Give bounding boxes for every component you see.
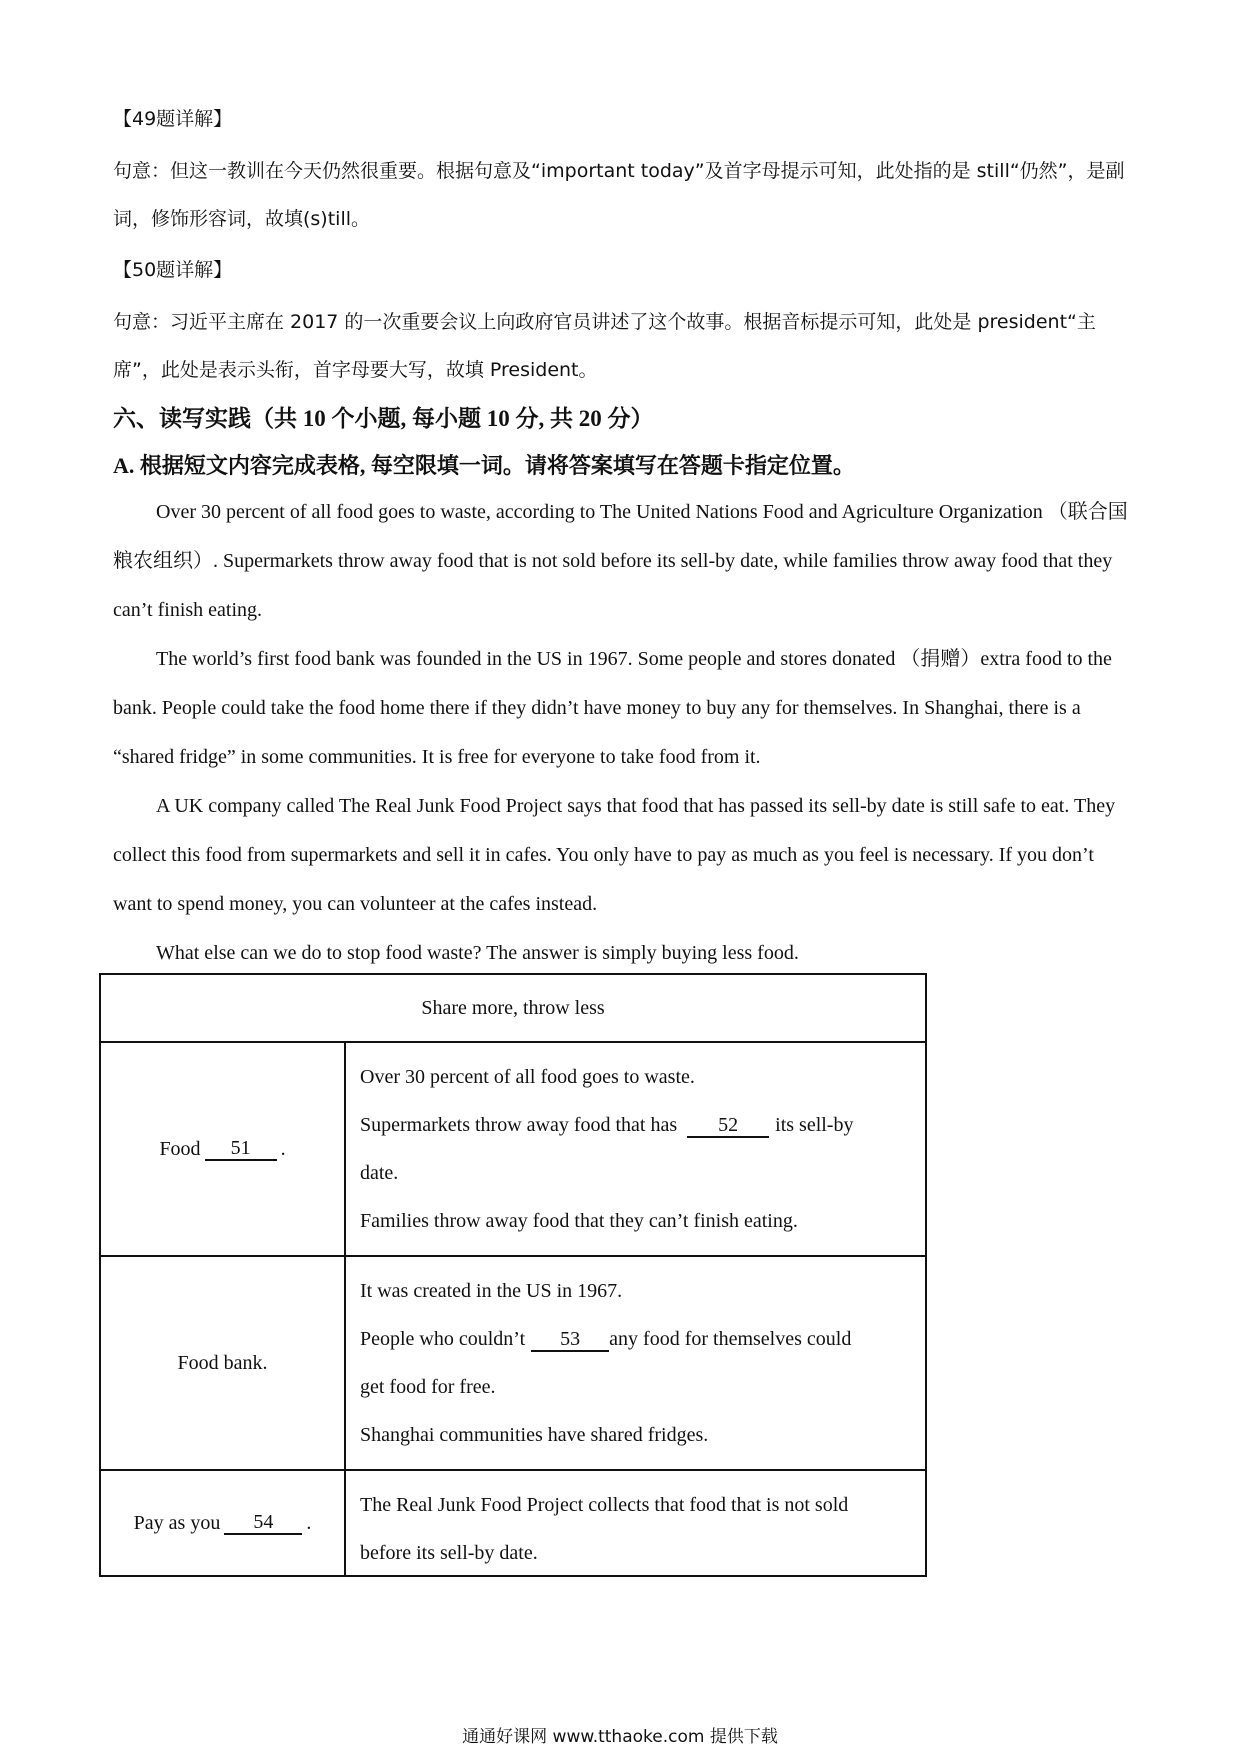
label-text: Pay as you — [133, 1511, 221, 1534]
line-text: its sell-by — [775, 1114, 854, 1136]
answer-blank-53[interactable]: 53 — [531, 1328, 609, 1352]
table-row-content — [346, 1043, 925, 1255]
line-text: Supermarkets throw away food that has — [360, 1114, 678, 1136]
instruction: A. 根据短文内容完成表格, 每空限填一词。请将答案填写在答题卡指定位置。 — [113, 453, 855, 478]
answer-blank-52[interactable]: 52 — [687, 1114, 769, 1138]
content-line: before its sell-by date. — [360, 1542, 538, 1564]
table-row-content — [346, 1471, 925, 1575]
passage — [113, 488, 1133, 978]
answer-blank-51[interactable]: 51 — [205, 1137, 277, 1161]
detail-text-49: 句意：但这一教训在今天仍然很重要。根据句意及“important today”及首字母提示可知，此处指的是 still“仍然”，是副词，修饰形容词，故填(s)till。 — [113, 160, 1125, 230]
content-line: It was created in the US in 1967. — [360, 1280, 623, 1302]
passage-paragraph: Over 30 percent of all food goes to waste, according to The United Nations Food and Agriculture Organization （联合国粮农组织）. Supermarkets throw away food that is not sold before its sell-by date, while families throw away food that they can’t finish eating. — [113, 501, 1128, 621]
detail-text-50: 句意：习近平主席在 2017 的一次重要会议上向政府官员讲述了这个故事。根据音标提示可知，此处是 president“主席”，此处是表示头衔，首字母要大写，故填 President。 — [113, 311, 1096, 381]
content-line: Shanghai communities have shared fridges. — [360, 1424, 709, 1446]
table-row-label: Food bank. — [101, 1257, 346, 1469]
label-punct: . — [280, 1137, 286, 1160]
content-line: get food for free. — [360, 1376, 496, 1398]
section-title: 六、读写实践（共 10 个小题, 每小题 10 分, 共 20 分） — [113, 406, 654, 431]
table-row — [101, 1255, 925, 1469]
passage-paragraph: The world’s first food bank was founded in the US in 1967. Some people and stores donated （捐赠）extra food to the bank. People could take the food home there if they didn’t have money to buy any for themselves. In Shanghai, there is a “shared fridge” in some communities. It is free for everyone to take food from it. — [113, 648, 1112, 768]
table-header-row — [101, 975, 925, 1041]
detail-heading-49: 【49题详解】 — [113, 108, 233, 130]
passage-paragraph: A UK company called The Real Junk Food Project says that food that has passed its sell-by date is still safe to eat. They collect this food from supermarkets and sell it in cafes. You only have to pay as much as you feel is necessary. If you don’t want to spend money, you can volunteer at the cafes instead. — [113, 795, 1116, 915]
content-line: date. — [360, 1162, 399, 1184]
content-line — [360, 1315, 913, 1363]
table-row-label — [101, 1043, 346, 1255]
content-line: The Real Junk Food Project collects that food that is not sold — [360, 1494, 849, 1516]
page-footer: 通通好课网 www.tthaoke.com 提供下载 — [462, 1727, 778, 1747]
summary-table — [99, 973, 927, 1577]
table-row — [101, 1041, 925, 1255]
content-line: Families throw away food that they can’t finish eating. — [360, 1210, 798, 1232]
passage-paragraph: What else can we do to stop food waste? The answer is simply buying less food. — [156, 942, 799, 964]
table-row-content — [346, 1257, 925, 1469]
line-text: People who couldn’t — [360, 1328, 526, 1350]
content-line: Over 30 percent of all food goes to waste. — [360, 1066, 695, 1088]
table-header: Share more, throw less — [421, 996, 605, 1019]
answer-blank-54[interactable]: 54 — [224, 1511, 302, 1535]
label-text: Food — [159, 1137, 201, 1160]
detail-heading-50: 【50题详解】 — [113, 259, 233, 281]
line-text: any food for themselves could — [609, 1328, 852, 1350]
content-line — [360, 1101, 913, 1149]
label-punct: . — [306, 1511, 312, 1534]
table-row-label — [101, 1471, 346, 1575]
table-row — [101, 1469, 925, 1575]
